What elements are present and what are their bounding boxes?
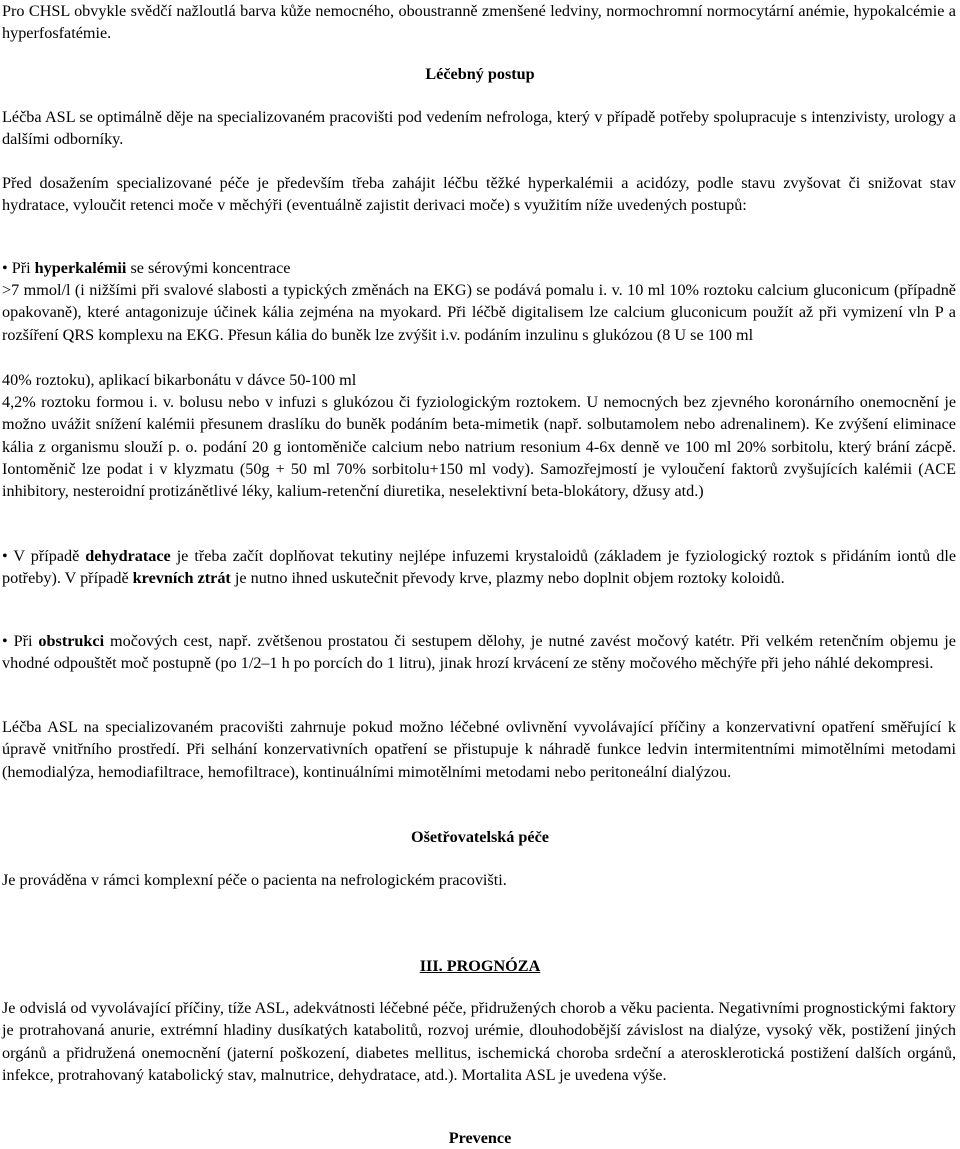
term-obstruction: obstrukci: [38, 632, 105, 650]
paragraph-asl-treatment: Léčba ASL se optimálně děje na specializovaném pracovišti pod vedením nefrologa, který v případě potřeby spolupracuje s intenzivisty, urology a dalšími odborníky.: [2, 108, 956, 149]
bullet-text: je nutno ihned uskutečnit převody krve, plazmy nebo doplnit objem roztoky koloidů.: [230, 569, 785, 588]
intro-paragraph: Pro CHSL obvykle svědčí nažloutlá barva kůže nemocného, oboustranně zmenšené ledviny, normochromní normocytární anémie, hypokalcémie a hyperfosfatémie.: [2, 2, 956, 43]
bullet-text: močových cest, např. zvětšenou prostatou či sestupem dělohy, je nutné zavést močový katétr. Při velkém retenčním objemu je vhodné odpouštět moč postupně (po 1/2–1 h po porcích do 1 litru), jinak hrozí krvácení ze stěny močového měchýře při jeho náhlé dekompresi.: [2, 632, 956, 673]
bullet-text: se sérovými koncentrace: [126, 259, 291, 277]
heading-nursing-care: Ošetřovatelská péče: [410, 828, 549, 846]
heading-treatment: Léčebný postup: [425, 65, 535, 83]
bullet-hyperkalemia-body: >7 mmol/l (i nižšími při svalové slabosti a typických změnách na EKG) se podává pomalu i. v. 10 ml 10% roztoku calcium gluconicum (případně opakovaně), které antagonizuje účinek kália zejména na myokard. Při léčbě digitalisem lze calcium gluconicum použít až při vymizení vln P a rozšíření QRS komplexu na EKG. Přesun kália do buněk lze zvýšit i.v. podáním inzulinu s glukózou (8 U se 100 ml: [2, 281, 956, 344]
bullet-hyperkalemia-first-line: [2, 257, 956, 279]
bullet-prefix: • Při: [2, 259, 35, 277]
term-dehydration: dehydratace: [85, 547, 171, 565]
paragraph-specialized-care: Léčba ASL na specializovaném pracovišti zahrnuje pokud možno léčebné ovlivnění vyvolávající příčiny a konzervativní opatření směřující k úpravě vnitřního prostředí. Při selhání konzervativních opatření se přistupuje k náhradě funkce ledvin intermitentními mimotělními metodami (hemodialýza, hemodiafiltrace, hemofiltrace), kontinuálními mimotělními metodami nebo peritoneální dialýzou.: [2, 718, 956, 781]
heading-prevention: Prevence: [448, 1129, 512, 1147]
bullet-text: je třeba začít doplňovat tekutiny nejlépe infuzemi krystaloidů (základem je fyziologický roztok s přidáním iontů dle potřeby). V případě: [2, 547, 957, 588]
paragraph-before-specialized-care: Před dosažením specializované péče je především třeba zahájit léčbu těžké hyperkalémii a acidózy, podle stavu zvyšovat či snižovat stav hydratace, vyloučit retenci moče v měchýři (eventuálně zajistit derivaci moče) s využitím níže uvedených postupů:: [2, 174, 956, 215]
bullet-prefix: • Při: [2, 632, 39, 650]
bullet-dehydration: [2, 545, 956, 590]
term-blood-loss: krevních ztrát: [132, 569, 231, 588]
heading-prognosis: III. PROGNÓZA: [419, 957, 541, 975]
bullet-prefix: • V případě: [2, 547, 86, 565]
paragraph-prognosis: Je odvislá od vyvolávající příčiny, tíže ASL, adekvátnosti léčebné péče, přidružených chorob a věku pacienta. Negativními prognostickými faktory je protrahovaná anurie, extrémní hladiny dusíkatých katabolitů, rozvoj urémie, dlouhodobější závislost na dialýze, vysoký věk, postižení jiných orgánů a přidružená onemocnění (jaterní poškození, diabetes mellitus, ischemická choroba srdeční a aterosklerotická postižení dalších orgánů, infekce, protrahovaný katabolický stav, malnutrice, dehydratace, atd.). Mortalita ASL je uvedena výše.: [2, 999, 956, 1084]
bullet-hyperkalemia-tail: 4,2% roztoku formou i. v. bolusu nebo v infuzi s glukózou či fyziologickým roztokem. U nemocných bez zjevného koronárního onemocnění je možno uvážit snížení kalémii přesunem draslíku do buněk podáním beta-mimetik (např. solbutamolem nebo adrenalinem). Ke zvýšení eliminace kália z organismu slouží p. o. podání 20 g iontoměniče calcium nebo natrium resonium 4-6x denně ve 100 ml 20% sorbitolu, který brání zácpě. Iontoměnič lze podat i v klyzmatu (50g + 50 ml 70% sorbitolu+150 ml vody). Samozřejmostí je vyloučení faktorů zvyšujících kalémii (ACE inhibitory, nesteroidní protizánětlivé léky, kalium-retenční diuretika, neselektivní beta-blokátory, džusy atd.): [2, 393, 956, 501]
term-hyperkalemia: hyperkalémii: [34, 259, 127, 277]
bullet-obstruction: [2, 630, 956, 675]
paragraph-nursing-care: Je prováděna v rámci komplexní péče o pacienta na nefrologickém pracovišti.: [2, 871, 507, 889]
bullet-hyperkalemia-line: 40% roztoku), aplikací bikarbonátu v dávce 50-100 ml: [2, 371, 357, 389]
